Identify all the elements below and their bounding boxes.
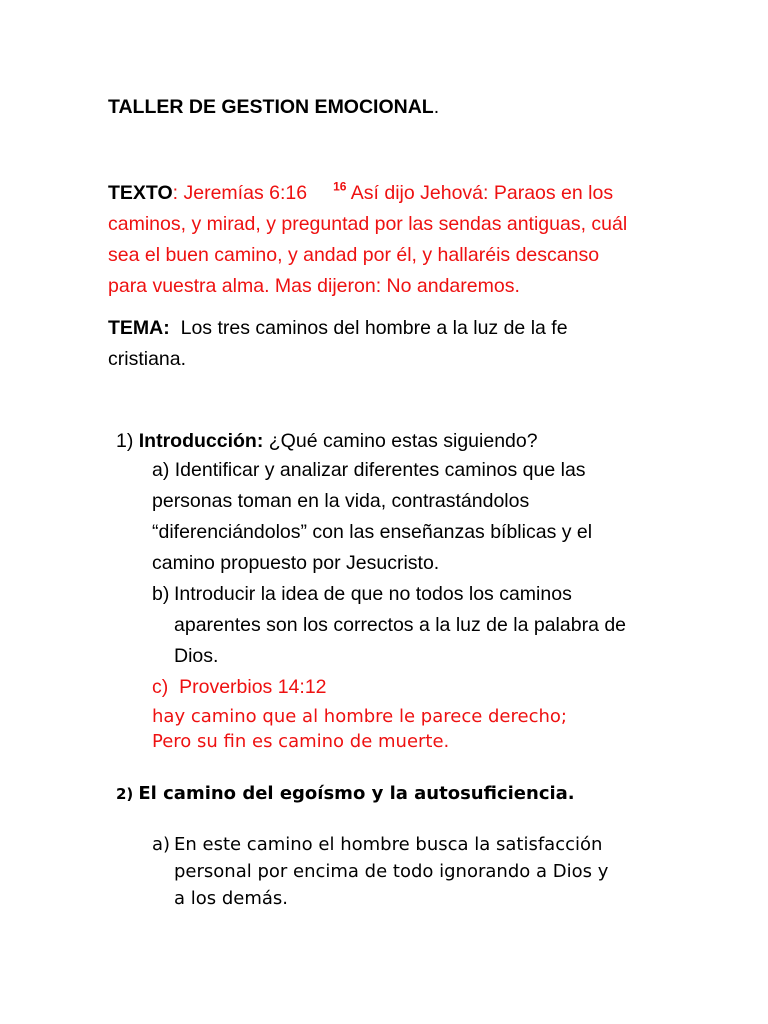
tema-text-2: cristiana.	[108, 348, 187, 370]
item-1a-text-4: camino propuesto por Jesucristo.	[152, 552, 440, 574]
section1-heading	[116, 430, 538, 453]
section2-number: 2)	[116, 785, 134, 803]
item-1c-quote-2: Pero su fin es camino de muerte.	[152, 731, 450, 752]
item-1a-text-3: “diferenciándolos” con las enseñanzas bíblicas y el	[152, 521, 593, 543]
item-1a-line-1	[152, 459, 586, 482]
item-1b-text-2: aparentes son los correctos a la luz de la palabra de	[174, 614, 627, 636]
item-1c-quote-1: hay camino que al hombre le parece derecho;	[152, 706, 567, 727]
item-2a-text-1: En este camino el hombre busca la satisfacción	[174, 834, 603, 855]
item-1c-marker: c)	[152, 676, 169, 698]
texto-reference: Jeremías 6:16	[183, 182, 308, 204]
section2-title: El camino del egoísmo y la autosuficiencia.	[138, 783, 575, 804]
item-1a-text-2: personas toman en la vida, contrastándolos	[152, 490, 530, 512]
title-period: .	[433, 96, 440, 118]
texto-label: TEXTO	[108, 182, 173, 204]
item-2a-text-3: a los demás.	[174, 888, 289, 909]
item-1c-line-1	[152, 676, 327, 699]
item-1c-reference: Proverbios 14:12	[179, 676, 327, 698]
title-text: TALLER DE GESTION EMOCIONAL	[108, 96, 434, 118]
item-2a-marker: a)	[152, 834, 171, 855]
item-1b-text-3: Dios.	[174, 645, 219, 667]
section1-question: ¿Qué camino estas siguiendo?	[268, 430, 538, 452]
tema-text-1: Los tres caminos del hombre a la luz de la fe	[180, 317, 568, 339]
item-1b-marker: b)	[152, 583, 170, 605]
section2-heading	[116, 783, 575, 804]
section1-number: 1)	[116, 430, 134, 452]
verse-number: 16	[333, 179, 347, 194]
verse-line-1: Así dijo Jehová: Paraos en los	[350, 182, 614, 204]
tema-label: TEMA:	[108, 317, 170, 339]
item-2a-text-2: personal por encima de todo ignorando a Dios y	[174, 861, 609, 882]
verse-line-2: caminos, y mirad, y preguntad por las sendas antiguas, cuál	[108, 213, 628, 235]
document-title	[108, 96, 439, 119]
item-1a-marker: a)	[152, 459, 170, 481]
item-1a-text-1: Identificar y analizar diferentes caminos que las	[174, 459, 586, 481]
texto-colon: :	[172, 182, 179, 204]
texto-line-1	[108, 179, 614, 205]
verse-line-3: sea el buen camino, y andad por él, y hallaréis descanso	[108, 244, 600, 266]
section1-label: Introducción:	[138, 430, 264, 452]
tema-line-1	[108, 317, 568, 340]
item-1b-text-1: Introducir la idea de que no todos los caminos	[174, 583, 572, 605]
verse-line-4: para vuestra alma. Mas dijeron: No andaremos.	[108, 275, 520, 297]
